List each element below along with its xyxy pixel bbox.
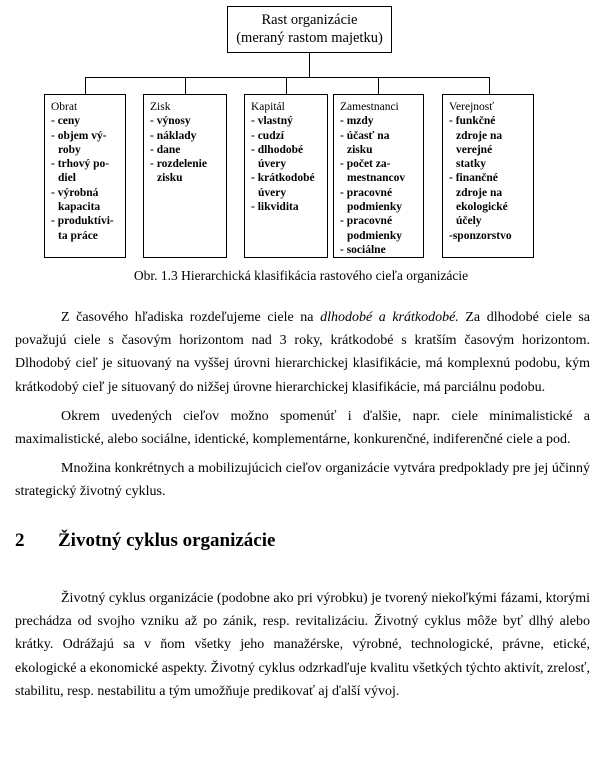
paragraph-text: Z časového hľadiska rozdeľujeme ciele na	[61, 310, 321, 325]
node-item: - likvidita	[251, 201, 299, 214]
node-item: - objem vý-	[51, 129, 107, 142]
figure-caption: Obr. 1.3 Hierarchická klasifikácia rastového cieľa organizácie	[133, 268, 469, 283]
node-obrat	[44, 94, 126, 258]
node-item: - dlhodobé	[251, 143, 304, 156]
node-item: kapacita	[58, 201, 101, 214]
connector-obrat	[85, 77, 86, 94]
paragraph-other-goals: Okrem uvedených cieľov možno spomenúť i ďalšie, napr. ciele minimalistické a maximalistické, alebo sociálne, identické, komplementárne, konkurenčné, indiferenčné ciele a pod.	[15, 409, 590, 448]
node-item: - výrobná	[51, 186, 99, 199]
node-item: zdroje na	[456, 186, 503, 199]
paragraph-life-cycle: Životný cyklus organizácie (podobne ako pri výrobku) je tvorený niekoľkými fázami, ktorými prechádza od svojho vzniku až po zánik, resp. revitalizáciu. Životný cyklus môže byť dlhý alebo krátky. Odrážajú sa v ňom všetky jeho manažérske, výrobné, technologické, právne, etické, ekologické a ekonomické aspekty. Životný cyklus odzrkadľuje kvalitu všetkých týchto aktivít, zrelosť, stabilitu, resp. nestabilitu a tým umožňuje predikovať aj ďalší vývoj.	[15, 591, 590, 699]
node-item: diel	[58, 172, 76, 185]
node-item: roby	[58, 143, 81, 156]
node-zisk	[143, 94, 227, 258]
node-item: - cudzí	[251, 129, 284, 142]
connector-zisk	[185, 77, 186, 94]
node-item: úvery	[258, 186, 287, 199]
node-item: mestnancov	[347, 172, 406, 185]
node-item: - ceny	[51, 115, 81, 128]
node-item: - rozdelenie	[150, 158, 207, 171]
node-item: verejné	[456, 143, 493, 156]
section-number: 2	[15, 530, 25, 551]
node-kapital	[244, 94, 328, 258]
node-item: - vlastný	[251, 115, 293, 128]
node-item: - náklady	[150, 129, 197, 142]
connector-verejnost	[489, 77, 490, 94]
hierarchy-diagram	[0, 0, 602, 290]
node-verejnost	[442, 94, 534, 258]
node-title: Zamestnanci	[340, 101, 399, 113]
node-title: Zisk	[150, 101, 171, 113]
node-item: - mzdy	[340, 115, 374, 128]
node-item: účely	[456, 215, 482, 228]
node-item: ta práce	[58, 229, 98, 242]
node-item: statky	[456, 158, 487, 171]
root-connector	[309, 53, 310, 77]
node-item: - pracovné	[340, 186, 393, 199]
root-node-subtitle: (meraný rastom majetku)	[236, 30, 383, 46]
node-title: Kapitál	[251, 101, 285, 113]
node-item: - počet za-	[340, 158, 391, 171]
paragraph-text: Za dlhodobé ciele sa považujú ciele s časovým horizontom nad 3 roky, krátkodobé s kratším časovým horizontom. Dlhodobý cieľ je situovaný na vyššej úrovni hierarchickej klasifikácie, má komplexnú podobu, kým krátkodobý cieľ je situovaný do nižšej úrovne hierarchickej klasifikácie, má parciálnu podobu.	[15, 310, 591, 395]
connector-zamestnanci	[378, 77, 379, 94]
node-item: zisku	[157, 172, 183, 185]
node-item: zdroje na	[456, 129, 503, 142]
node-item: - krátkodobé	[251, 172, 315, 185]
paragraph-goal-set: Množina konkrétnych a mobilizujúcich cieľov organizácie vytvára predpoklady pre jej účinný strategický životný cyklus.	[15, 461, 590, 500]
node-title: Obrat	[51, 101, 78, 113]
node-item: úvery	[258, 158, 287, 171]
node-item: - funkčné	[449, 115, 496, 128]
node-item: - dane	[150, 143, 181, 156]
emphasized-text: dlhodobé a krátkodobé.	[320, 310, 459, 325]
node-item: podmienky	[347, 201, 402, 214]
node-item: - finančné	[449, 172, 498, 185]
node-item: - produktívi-	[51, 215, 114, 228]
node-item: - pracovné	[340, 215, 393, 228]
section-title: Životný cyklus organizácie	[58, 530, 276, 551]
root-node-box	[227, 6, 392, 53]
node-title: Verejnosť	[449, 101, 495, 113]
section-heading	[15, 530, 275, 552]
horizontal-connector	[85, 77, 490, 78]
node-item: - sociálne	[340, 243, 386, 256]
node-item: - účasť na	[340, 129, 390, 142]
root-node-title: Rast organizácie	[261, 12, 358, 28]
connector-kapital	[286, 77, 287, 94]
node-item: zisku	[347, 143, 373, 156]
node-item: - trhový po-	[51, 158, 110, 171]
node-item: - výnosy	[150, 115, 191, 128]
node-item: podmienky	[347, 229, 402, 242]
node-zamestnanci	[333, 94, 424, 258]
paragraph-time-horizon	[15, 306, 590, 399]
node-item: ekologické	[456, 201, 508, 214]
node-item: -sponzorstvo	[449, 229, 512, 242]
